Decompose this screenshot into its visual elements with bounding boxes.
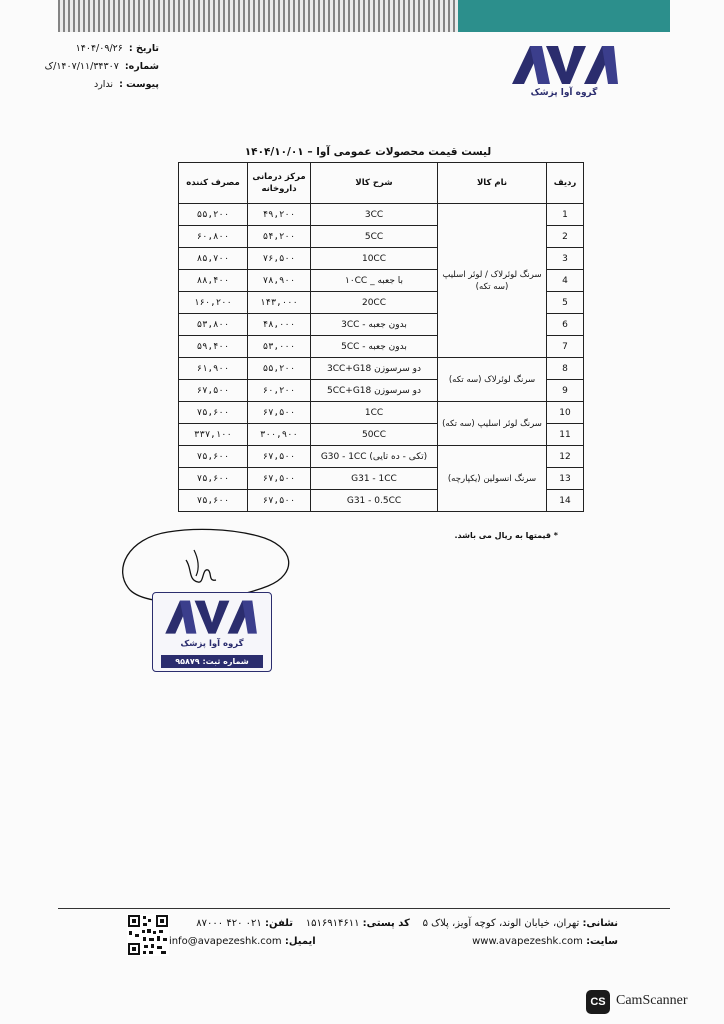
currency-note: * قیمتها به ریال می باشد.: [454, 531, 558, 540]
header-stripes: [58, 0, 458, 32]
stamp-registration: شماره ثبت: ۹۵۸۷۹: [161, 655, 263, 668]
cell-center-price: ۶۷,۵۰۰: [248, 446, 311, 468]
cell-center-price: ۵۴,۲۰۰: [248, 226, 311, 248]
cell-consumer-price: ۱۶۰,۲۰۰: [179, 292, 248, 314]
meta-date: [49, 40, 159, 58]
cell-center-price: ۴۸,۰۰۰: [248, 314, 311, 336]
cell-center-price: ۵۳,۰۰۰: [248, 336, 311, 358]
table-row: [179, 446, 584, 468]
camscanner-watermark: CamScanner: [616, 993, 688, 1008]
document-title: لیست قیمت محصولات عمومی آوا – ۱۴۰۴/۱۰/۰۱: [244, 146, 492, 158]
group-name-luer-slip: سرنگ لوئر اسلیپ (سه تکه): [438, 402, 547, 446]
cell-desc: با جعبه _ ۱۰CC: [311, 270, 438, 292]
cell-row: 2: [547, 226, 584, 248]
table-header-row: [179, 163, 584, 204]
cell-desc: بدون جعبه - 5CC: [311, 336, 438, 358]
footer-contact-line: [178, 918, 618, 929]
group-name-luer-lock-slip: سرنگ لوئرلاک / لوئر اسلیپ (سه تکه): [438, 204, 547, 358]
cell-consumer-price: ۵۳,۸۰۰: [179, 314, 248, 336]
cell-row: 7: [547, 336, 584, 358]
cell-consumer-price: ۵۹,۴۰۰: [179, 336, 248, 358]
email-label: ایمیل:: [284, 936, 316, 947]
stamp-logo: [161, 597, 263, 641]
address-value: تهران، خیابان الوند، کوچه آویز، پلاک ۵: [422, 918, 580, 929]
postal-label: کد پستی:: [362, 918, 410, 929]
cell-center-price: ۷۶,۵۰۰: [248, 248, 311, 270]
price-table: [178, 162, 584, 512]
footer-web-line: [168, 936, 618, 947]
number-label: شماره:: [124, 61, 159, 72]
cell-consumer-price: ۶۷,۵۰۰: [179, 380, 248, 402]
cell-row: 8: [547, 358, 584, 380]
number-value: ۱۴۰۷/۱۱/۳۴۳۰۷/ک: [44, 61, 119, 72]
cell-desc: 20CC: [311, 292, 438, 314]
cell-center-price: ۷۸,۹۰۰: [248, 270, 311, 292]
address-label: نشانی:: [582, 918, 618, 929]
cell-desc: 3CC: [311, 204, 438, 226]
cell-consumer-price: ۳۳۷,۱۰۰: [179, 424, 248, 446]
cell-center-price: ۵۵,۲۰۰: [248, 358, 311, 380]
cell-row: 9: [547, 380, 584, 402]
cell-desc: 1CC: [311, 402, 438, 424]
cell-desc: دو سرسوزن 5CC+G18: [311, 380, 438, 402]
company-stamp: [152, 592, 272, 672]
cell-consumer-price: ۷۵,۶۰۰: [179, 402, 248, 424]
cell-desc: (تکی - ده تایی) G30 - 1CC: [311, 446, 438, 468]
cell-center-price: ۶۷,۵۰۰: [248, 490, 311, 512]
cell-desc: G31 - 1CC: [311, 468, 438, 490]
cell-row: 4: [547, 270, 584, 292]
cell-consumer-price: ۷۵,۶۰۰: [179, 446, 248, 468]
date-value: ۱۴۰۴/۰۹/۲۶: [75, 43, 123, 54]
cell-row: 5: [547, 292, 584, 314]
cell-desc: دو سرسوزن 3CC+G18: [311, 358, 438, 380]
footer-divider: [58, 908, 670, 909]
table-row: [179, 402, 584, 424]
cell-consumer-price: ۶۱,۹۰۰: [179, 358, 248, 380]
cell-center-price: ۶۰,۲۰۰: [248, 380, 311, 402]
group-name-insulin: سرنگ انسولین (یکپارچه): [438, 446, 547, 512]
qr-code-icon: [127, 914, 169, 956]
meta-number: [44, 58, 159, 76]
cell-row: 6: [547, 314, 584, 336]
phone-label: تلفن:: [264, 918, 294, 929]
cell-row: 10: [547, 402, 584, 424]
cell-center-price: ۴۹,۲۰۰: [248, 204, 311, 226]
attachment-value: ندارد: [93, 79, 114, 90]
cell-desc: بدون جعبه - 3CC: [311, 314, 438, 336]
table-row: [179, 358, 584, 380]
cell-center-price: ۶۷,۵۰۰: [248, 402, 311, 424]
cell-consumer-price: ۷۵,۶۰۰: [179, 490, 248, 512]
header-consumer-price: مصرف کننده: [179, 163, 248, 204]
header-center-price: مرکز درمانی داروخانه: [248, 163, 311, 204]
stamp-caption: گروه آوا پزشک: [180, 639, 244, 649]
top-header-band: [58, 0, 670, 32]
cell-center-price: ۶۷,۵۰۰: [248, 468, 311, 490]
header-row-number: ردیف: [547, 163, 584, 204]
cell-desc: 5CC: [311, 226, 438, 248]
cell-desc: 10CC: [311, 248, 438, 270]
cell-center-price: ۳۰۰,۹۰۰: [248, 424, 311, 446]
date-label: تاریخ :: [128, 43, 159, 54]
camscanner-icon: CS: [586, 990, 610, 1014]
letter-meta: [44, 40, 159, 94]
email-value: info@avapezeshk.com: [168, 936, 282, 947]
cell-row: 11: [547, 424, 584, 446]
cell-row: 14: [547, 490, 584, 512]
cell-consumer-price: ۷۵,۶۰۰: [179, 468, 248, 490]
cell-consumer-price: ۸۵,۷۰۰: [179, 248, 248, 270]
header-product-name: نام کالا: [438, 163, 547, 204]
cell-row: 1: [547, 204, 584, 226]
cell-consumer-price: ۵۵,۲۰۰: [179, 204, 248, 226]
site-label: سایت:: [586, 936, 618, 947]
cell-row: 3: [547, 248, 584, 270]
postal-value: ۱۵۱۶۹۱۴۶۱۱: [305, 918, 360, 929]
logo-caption: گروه آوا پزشک: [530, 88, 598, 98]
site-value: www.avapezeshk.com: [472, 936, 583, 947]
table-row: [179, 204, 584, 226]
cell-desc: 50CC: [311, 424, 438, 446]
cell-consumer-price: ۶۰,۸۰۰: [179, 226, 248, 248]
phone-value: ۰۲۱ ۴۲۰ ۸۷۰۰۰: [196, 918, 262, 929]
cell-row: 12: [547, 446, 584, 468]
cell-consumer-price: ۸۸,۴۰۰: [179, 270, 248, 292]
header-teal-bar: [458, 0, 670, 32]
cell-desc: G31 - 0.5CC: [311, 490, 438, 512]
cell-center-price: ۱۴۳,۰۰۰: [248, 292, 311, 314]
cell-row: 13: [547, 468, 584, 490]
header-description: شرح کالا: [311, 163, 438, 204]
attachment-label: پیوست :: [119, 79, 159, 90]
group-name-luer-lock: سرنگ لوئرلاک (سه تکه): [438, 358, 547, 402]
meta-attachment: [49, 76, 159, 94]
